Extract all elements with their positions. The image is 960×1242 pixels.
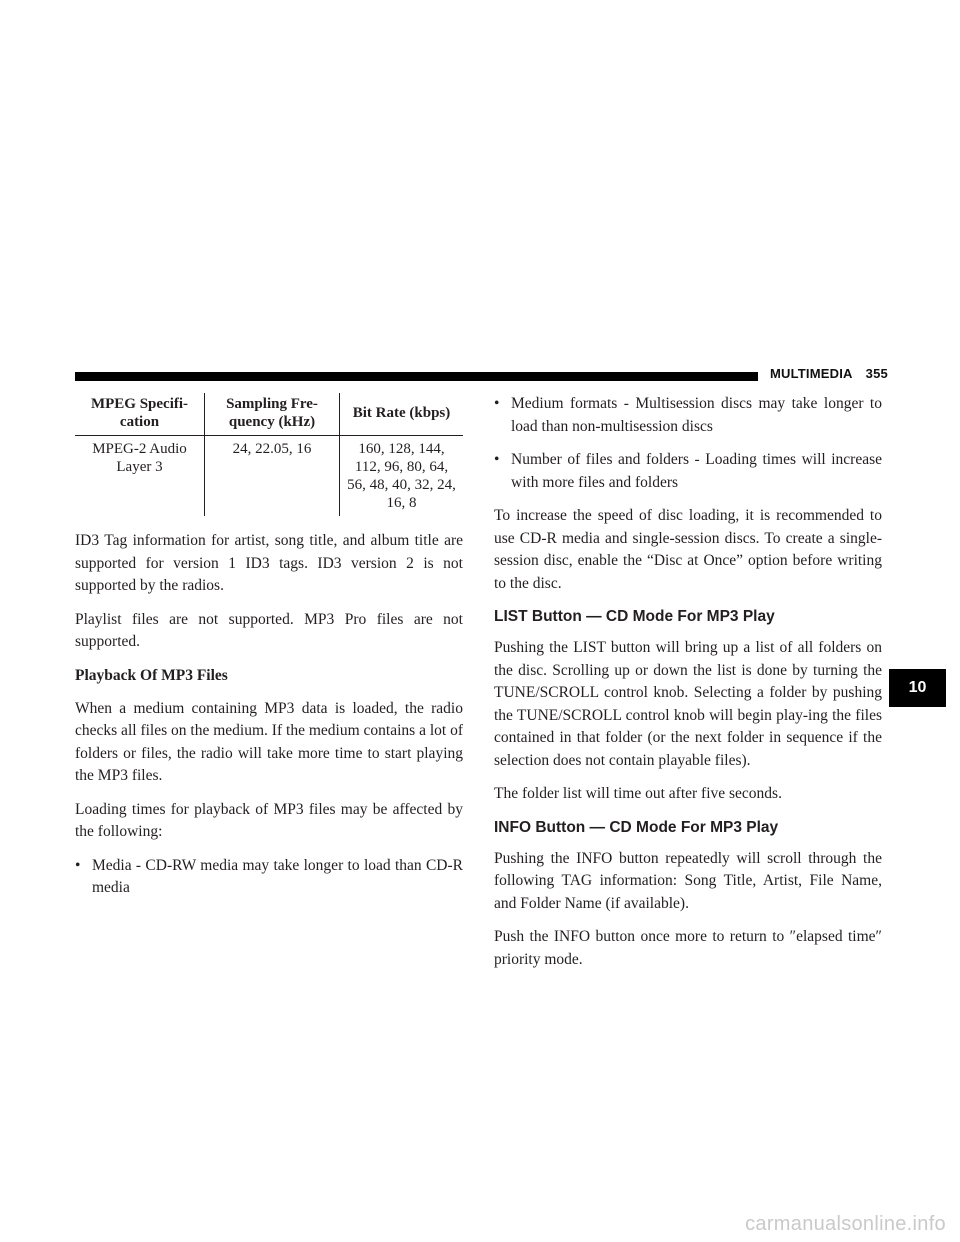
table-header-row — [75, 393, 463, 436]
list-item — [494, 449, 882, 494]
running-header — [770, 366, 888, 381]
table-cell: 160, 128, 144, 112, 96, 80, 64, 56, 48, 40, 32, 24, 16, 8 — [340, 436, 464, 517]
list-item-text: Number of files and folders - Loading times will increase with more files and folders — [511, 451, 882, 491]
list-item — [75, 855, 463, 900]
paragraph-timeout: The folder list will time out after five seconds. — [494, 785, 782, 802]
header-rule — [75, 372, 758, 381]
paragraph-push-info: Push the INFO button once more to return to ″elapsed time″ priority mode. — [494, 928, 882, 968]
mp3-spec-table — [75, 393, 463, 516]
right-column — [494, 393, 882, 982]
table-header-cell: Sampling Fre- quency (kHz) — [205, 393, 340, 436]
left-column — [75, 393, 463, 911]
section-title: MULTIMEDIA — [770, 366, 853, 381]
table-cell: 24, 22.05, 16 — [205, 436, 340, 517]
heading-list-button: LIST Button — CD Mode For MP3 Play — [494, 608, 775, 625]
bullet-icon: • — [494, 395, 500, 412]
table-row — [75, 436, 463, 517]
list-item-text: Media - CD-RW media may take longer to load than CD-R media — [92, 856, 463, 896]
paragraph-loading: Loading times for playback of MP3 files may be affected by the following: — [75, 800, 463, 840]
table-header-cell: MPEG Specifi- cation — [90, 396, 189, 430]
watermark: carmanualsonline.info — [745, 1213, 946, 1235]
paragraph-info-button: Pushing the INFO button repeatedly will scroll through the following TAG information: Song Title, Artist, File Name, and Folder Name (if available). — [494, 849, 882, 912]
bullet-icon: • — [494, 451, 500, 468]
paragraph-id3: ID3 Tag information for artist, song title, and album title are supported for version 1 ID3 tags. ID3 version 2 is not supported by the radios. — [75, 532, 463, 594]
subheading-playback: Playback Of MP3 Files — [75, 666, 228, 684]
list-item — [494, 393, 882, 438]
paragraph-playlist: Playlist files are not supported. MP3 Pro files are not supported. — [75, 610, 463, 650]
paragraph-list-button: Pushing the LIST button will bring up a list of all folders on the disc. Scrolling up or down the list is done by turning the TUNE/SCROLL control knob. Selecting a folder by pushing the TUNE/SCROLL control knob will begin play-ing the files contained in that folder (or the next folder in sequence if the selection does not contain playable files). — [494, 639, 882, 769]
paragraph-medium: When a medium containing MP3 data is loaded, the radio checks all files on the medium. If the medium contains a lot of folders or files, the radio will take more time to start playing the MP3 files. — [75, 699, 463, 784]
list-item-text: Medium formats - Multisession discs may take longer to load than non-multisession discs — [511, 395, 882, 435]
heading-info-button: INFO Button — CD Mode For MP3 Play — [494, 818, 779, 836]
table-header-cell: Bit Rate (kbps) — [340, 393, 464, 436]
bullet-icon: • — [75, 856, 81, 874]
chapter-tab: 10 — [889, 669, 946, 707]
paragraph-increase-speed: To increase the speed of disc loading, it is recommended to use CD-R media and single-session discs. To create a single-session disc, enable the “Disc at Once” option before writing to the disc. — [494, 507, 882, 592]
page-number: 355 — [865, 366, 888, 381]
table-cell: MPEG-2 Audio Layer 3 — [92, 441, 187, 475]
